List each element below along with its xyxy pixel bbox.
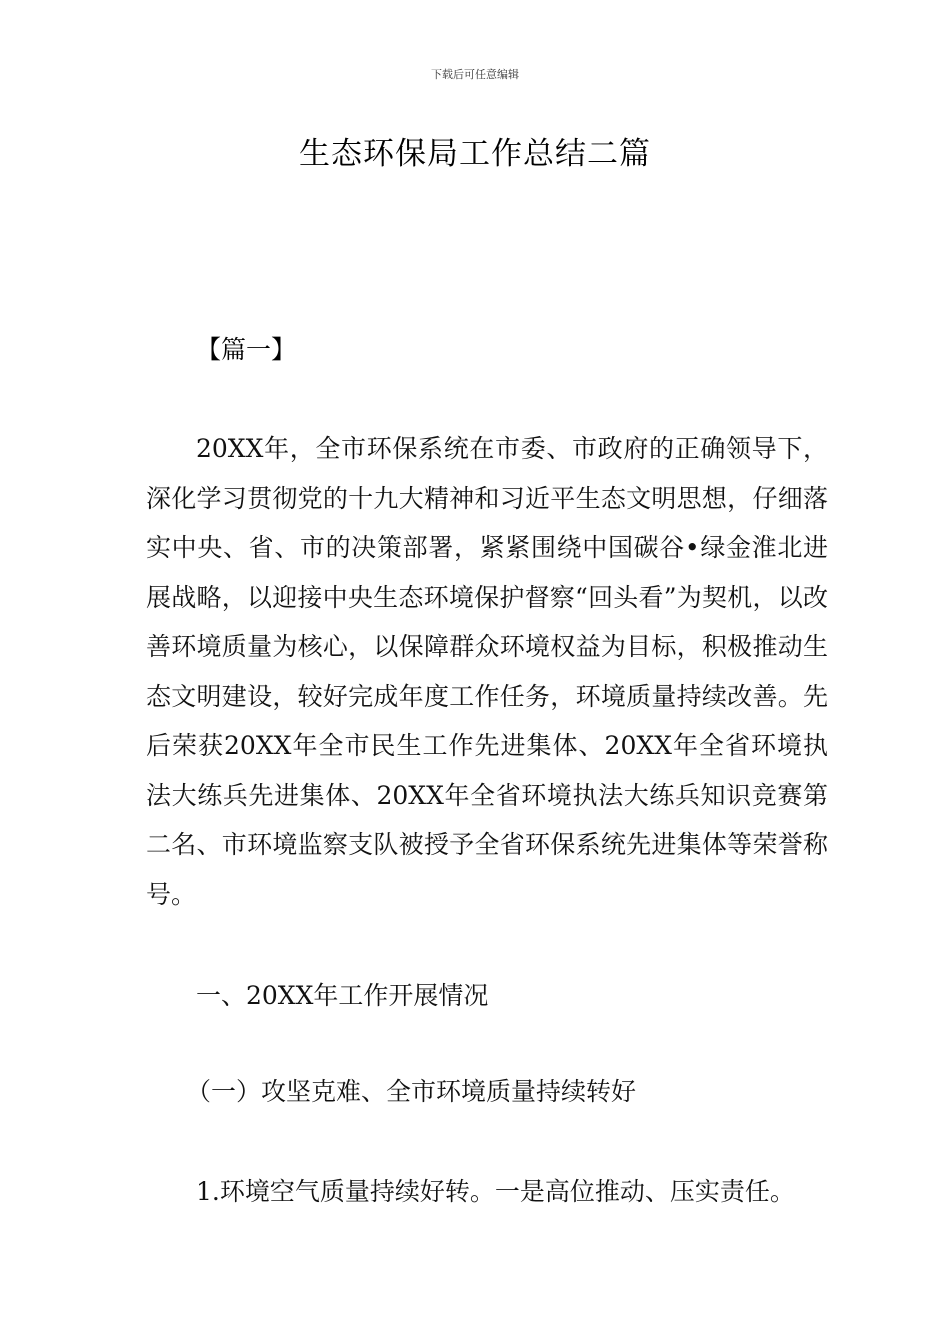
section-tag: 【篇一】 (196, 335, 297, 364)
body-paragraph: 20XX年，全市环保系统在市委、市政府的正确领导下，深化学习贯彻党的十九大精神和习近平生态文明思想，仔细落实中央、省、市的决策部署，紧紧围绕中国碳谷•绿金淮北进展战略，以迎接中央生态环境保护督察“回头看”为契机，以改善环境质量为核心，以保障群众环境权益为目标，积极推动生态文明建设，较好完成年度工作任务，环境质量持续改善。先后荣获20XX年全市民生工作先进集体、20XX年全省环境执法大练兵先进集体、20XX年全省环境执法大练兵知识竞赛第二名、市环境监察支队被授予全省环保系统先进集体等荣誉称号。 (146, 434, 828, 909)
document-title: 生态环保局工作总结二篇 (299, 136, 651, 172)
header-note: 下载后可任意编辑 (431, 68, 519, 81)
section-heading: 一、20XX年工作开展情况 (196, 981, 489, 1010)
subsection-heading: （一）攻坚克难、全市环境质量持续转好 (186, 1077, 637, 1106)
list-item: 1.环境空气质量持续好转。一是高位推动、压实责任。 (196, 1177, 795, 1206)
